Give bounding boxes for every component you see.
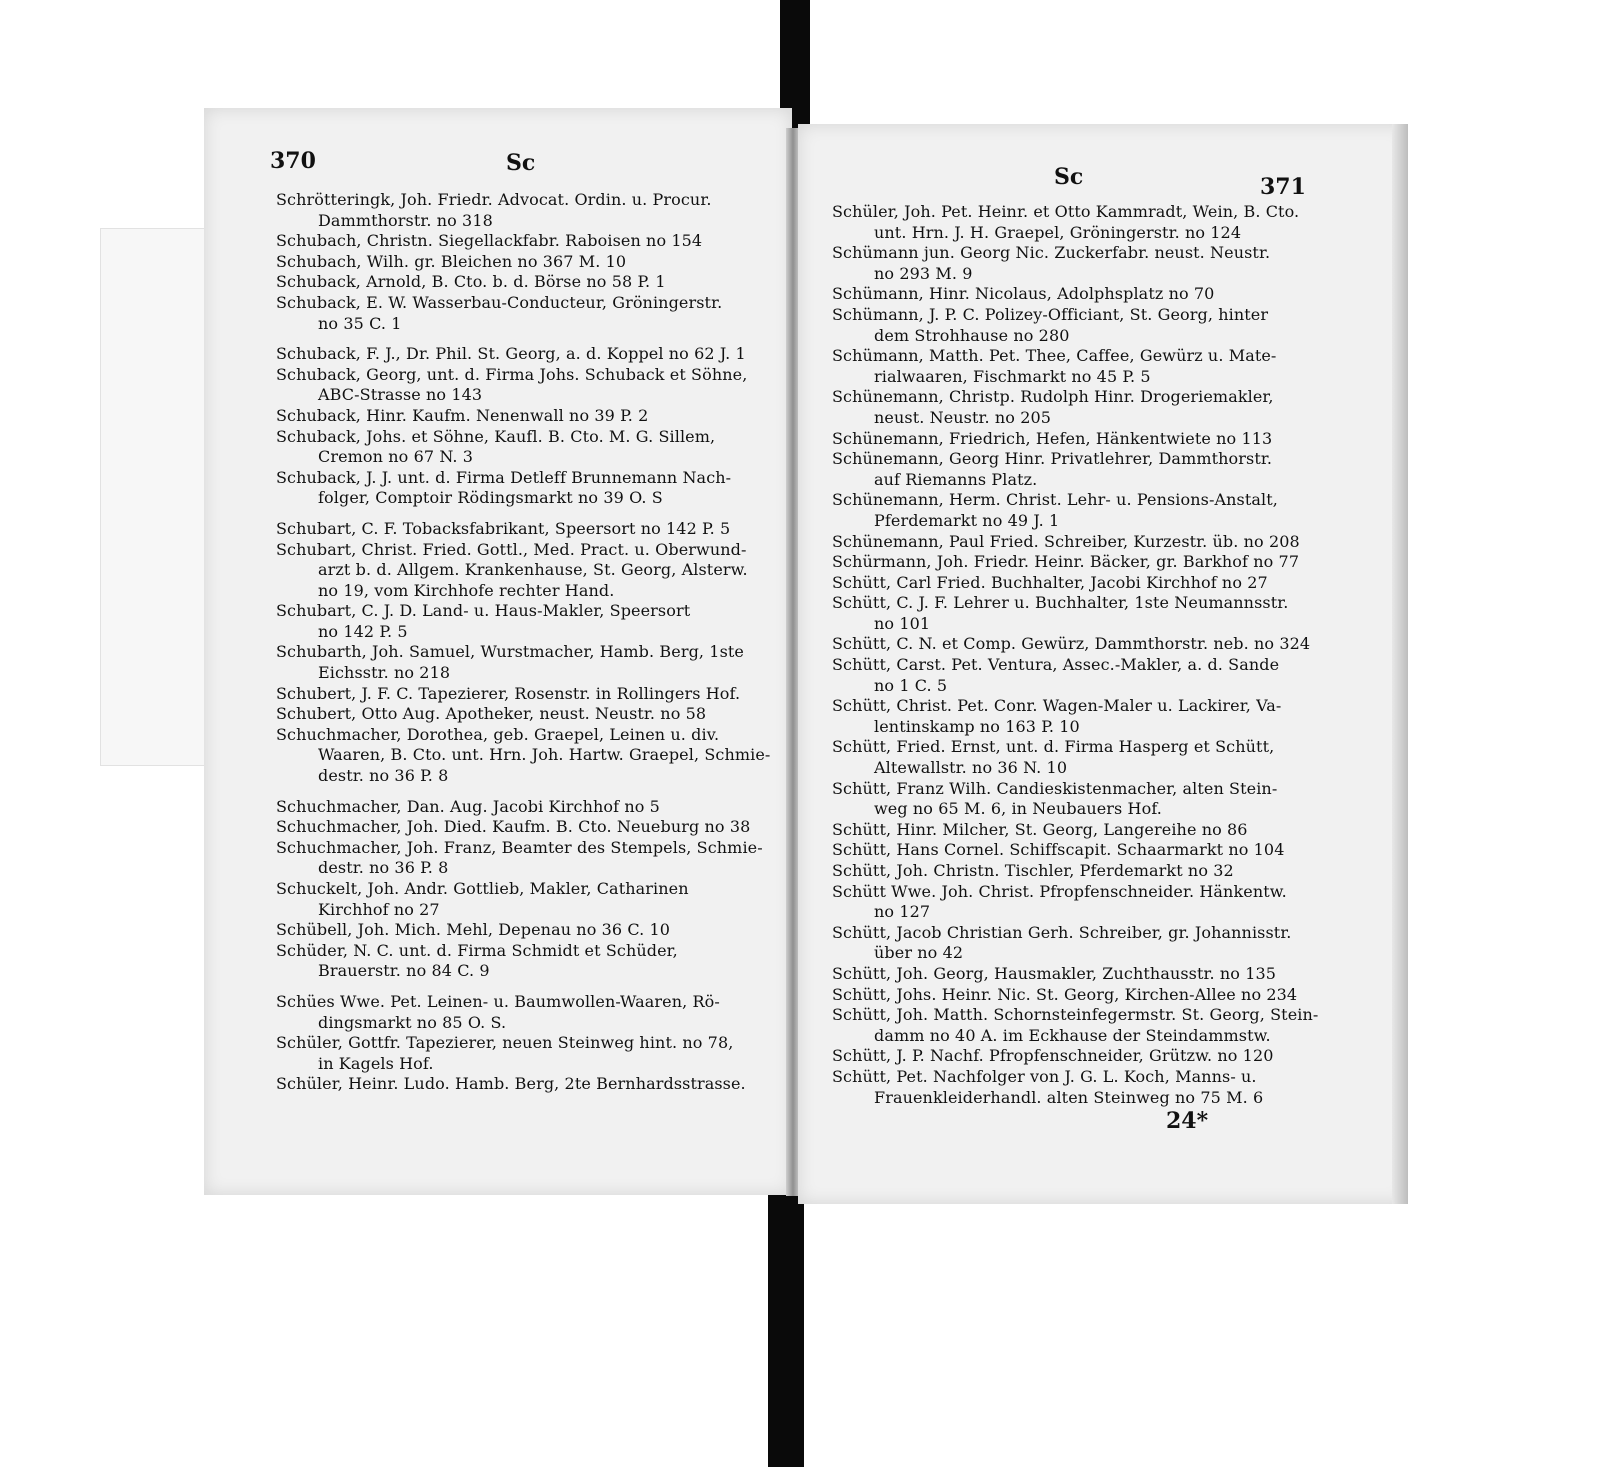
entry-line: Schütt, Franz Wilh. Candieskistenmacher, alten Stein- xyxy=(832,778,1278,798)
entry-continuation-line: rialwaaren, Fischmarkt no 45 P. 5 xyxy=(874,366,1151,386)
directory-entry xyxy=(832,882,1352,923)
entry-line: Schünemann, Christp. Rudolph Hinr. Drogeriemakler, xyxy=(832,387,1274,407)
entry-continuation-line: no 101 xyxy=(874,613,931,633)
entry-continuation-line: no 35 C. 1 xyxy=(318,313,402,333)
directory-entry xyxy=(276,272,776,293)
directory-entry xyxy=(832,552,1352,573)
directory-entry xyxy=(276,252,776,273)
entry-continuation-line: no 142 P. 5 xyxy=(318,621,408,641)
entry-line: Schubarth, Joh. Samuel, Wurstmacher, Hamb. Berg, 1ste xyxy=(276,642,744,662)
entry-line: Schubert, Otto Aug. Apotheker, neust. Neustr. no 58 xyxy=(276,704,707,724)
directory-entry xyxy=(276,293,776,334)
directory-entry xyxy=(276,468,776,509)
directory-entry xyxy=(276,1033,776,1074)
directory-entry xyxy=(276,992,776,1033)
entry-line: Schütt, Joh. Christn. Tischler, Pferdemarkt no 32 xyxy=(832,861,1234,880)
right-page xyxy=(798,124,1408,1204)
entry-line: Schubart, C. F. Tobacksfabrikant, Speersort no 142 P. 5 xyxy=(276,518,731,538)
directory-entry xyxy=(832,1005,1352,1046)
right-entry-list xyxy=(832,202,1352,1108)
entry-line: Schubach, Christn. Siegellackfabr. Raboisen no 154 xyxy=(276,231,703,251)
entry-continuation-line: neust. Neustr. no 205 xyxy=(874,407,1052,427)
entry-continuation-line: Frauenkleiderhandl. alten Steinweg no 75 M. 6 xyxy=(874,1087,1264,1107)
entry-line: Schütt, Hinr. Milcher, St. Georg, Langereihe no 86 xyxy=(832,819,1248,839)
entry-line: Schüder, N. C. unt. d. Firma Schmidt et Schüder, xyxy=(276,940,678,960)
directory-entry xyxy=(276,797,776,818)
directory-entry xyxy=(832,346,1352,387)
entry-line: Schütt, C. J. F. Lehrer u. Buchhalter, 1ste Neumannsstr. xyxy=(832,593,1289,613)
entry-continuation-line: dem Strohhause no 280 xyxy=(874,325,1070,345)
entry-continuation-line: über no 42 xyxy=(874,943,964,963)
left-entry-list xyxy=(276,190,776,1095)
directory-entry xyxy=(276,406,776,427)
entry-continuation-line: weg no 65 M. 6, in Neubauers Hof. xyxy=(874,799,1162,819)
directory-entry xyxy=(832,532,1352,553)
right-page-header: Sc xyxy=(1054,164,1084,190)
entry-continuation-line: no 19, vom Kirchhofe rechter Hand. xyxy=(318,580,615,600)
entry-continuation-line: destr. no 36 P. 8 xyxy=(318,766,449,786)
directory-entry xyxy=(832,305,1352,346)
entry-line: Schubart, Christ. Fried. Gottl., Med. Pract. u. Oberwund- xyxy=(276,539,747,559)
entry-line: Schümann, J. P. C. Polizey-Officiant, St. Georg, hinter xyxy=(832,304,1269,324)
entry-continuation-line: Eichsstr. no 218 xyxy=(318,663,451,683)
signature-mark: 24* xyxy=(1166,1108,1209,1134)
entry-line: Schuback, Georg, unt. d. Firma Johs. Schuback et Söhne, xyxy=(276,364,748,384)
entry-line: Schuback, E. W. Wasserbau-Conducteur, Gröningerstr. xyxy=(276,292,723,312)
entry-line: Schüler, Joh. Pet. Heinr. et Otto Kammradt, Wein, B. Cto. xyxy=(832,202,1300,221)
directory-entry xyxy=(276,879,776,920)
directory-entry xyxy=(832,696,1352,737)
entry-line: Schuckelt, Joh. Andr. Gottlieb, Makler, Catharinen xyxy=(276,879,689,898)
entry-line: Schrötteringk, Joh. Friedr. Advocat. Ordin. u. Procur. xyxy=(276,190,712,209)
entry-line: Schürmann, Joh. Friedr. Heinr. Bäcker, gr. Barkhof no 77 xyxy=(832,552,1300,572)
entry-line: Schütt, Carl Fried. Buchhalter, Jacobi Kirchhof no 27 xyxy=(832,572,1268,592)
directory-entry xyxy=(832,449,1352,490)
left-page xyxy=(204,108,792,1195)
entry-line: Schünemann, Friedrich, Hefen, Hänkentwiete no 113 xyxy=(832,428,1273,448)
entry-line: Schütt, J. P. Nachf. Pfropfenschneider, Grützw. no 120 xyxy=(832,1046,1274,1066)
entry-line: Schuback, Hinr. Kaufm. Nenenwall no 39 P. 2 xyxy=(276,405,649,425)
entry-line: Schütt, Pet. Nachfolger von J. G. L. Koch, Manns- u. xyxy=(832,1066,1257,1086)
entry-continuation-line: no 293 M. 9 xyxy=(874,263,973,283)
directory-entry xyxy=(832,573,1352,594)
entry-continuation-line: lentinskamp no 163 P. 10 xyxy=(874,716,1080,736)
entry-line: Schuback, Arnold, B. Cto. b. d. Börse no 58 P. 1 xyxy=(276,272,666,292)
entry-line: Schünemann, Georg Hinr. Privatlehrer, Dammthorstr. xyxy=(832,449,1273,469)
entry-line: Schümann jun. Georg Nic. Zuckerfabr. neust. Neustr. xyxy=(832,243,1271,263)
directory-entry xyxy=(276,1074,776,1095)
entry-line: Schütt, Joh. Georg, Hausmakler, Zuchthausstr. no 135 xyxy=(832,963,1277,983)
entry-line: Schübell, Joh. Mich. Mehl, Depenau no 36 C. 10 xyxy=(276,920,671,940)
soiled-document-tab xyxy=(100,228,214,766)
directory-entry xyxy=(276,601,776,642)
entry-continuation-line: Cremon no 67 N. 3 xyxy=(318,447,474,467)
directory-entry xyxy=(276,684,776,705)
entry-line: Schuchmacher, Joh. Died. Kaufm. B. Cto. Neueburg no 38 xyxy=(276,817,751,837)
directory-entry xyxy=(276,231,776,252)
directory-entry xyxy=(832,737,1352,778)
left-page-header: Sc xyxy=(506,150,536,176)
entry-line: Schütt, Hans Cornel. Schiffscapit. Schaarmarkt no 104 xyxy=(832,840,1285,860)
entry-line: Schuback, Johs. et Söhne, Kaufl. B. Cto. M. G. Sillem, xyxy=(276,426,716,446)
directory-entry xyxy=(832,490,1352,531)
directory-entry xyxy=(832,779,1352,820)
entry-line: Schubert, J. F. C. Tapezierer, Rosenstr. in Rollingers Hof. xyxy=(276,683,741,703)
entry-continuation-line: Brauerstr. no 84 C. 9 xyxy=(318,961,490,981)
entry-line: Schuchmacher, Joh. Franz, Beamter des Stempels, Schmie- xyxy=(276,837,763,857)
entry-line: Schuback, J. J. unt. d. Firma Detleff Brunnemann Nach- xyxy=(276,467,732,487)
entry-line: Schütt, Fried. Ernst, unt. d. Firma Hasperg et Schütt, xyxy=(832,737,1275,757)
directory-entry xyxy=(832,840,1352,861)
entry-continuation-line: damm no 40 A. im Eckhause der Steindammstw. xyxy=(874,1025,1271,1045)
directory-entry xyxy=(832,655,1352,696)
entry-continuation-line: unt. Hrn. J. H. Graepel, Gröningerstr. no 124 xyxy=(874,222,1242,242)
entry-line: Schües Wwe. Pet. Leinen- u. Baumwollen-Waaren, Rö- xyxy=(276,991,720,1011)
directory-entry xyxy=(276,920,776,941)
entry-continuation-line: dingsmarkt no 85 O. S. xyxy=(318,1012,507,1032)
entry-continuation-line: Pferdemarkt no 49 J. 1 xyxy=(874,510,1060,530)
entry-continuation-line: no 1 C. 5 xyxy=(874,675,948,695)
entry-line: Schütt, Jacob Christian Gerh. Schreiber, gr. Johannisstr. xyxy=(832,922,1292,942)
directory-entry xyxy=(832,964,1352,985)
directory-entry xyxy=(832,284,1352,305)
right-page-number: 371 xyxy=(1260,174,1306,200)
directory-entry xyxy=(276,817,776,838)
entry-line: Schütt, Christ. Pet. Conr. Wagen-Maler u. Lackirer, Va- xyxy=(832,696,1282,716)
directory-entry xyxy=(832,1067,1352,1108)
entry-continuation-line: auf Riemanns Platz. xyxy=(874,469,1038,489)
entry-line: Schuchmacher, Dorothea, geb. Graepel, Leinen u. div. xyxy=(276,724,720,744)
directory-entry xyxy=(276,838,776,879)
entry-continuation-line: Kirchhof no 27 xyxy=(318,899,440,919)
entry-continuation-line: Altewallstr. no 36 N. 10 xyxy=(874,758,1068,778)
entry-line: Schubart, C. J. D. Land- u. Haus-Makler, Speersort xyxy=(276,601,691,621)
entry-line: Schünemann, Paul Fried. Schreiber, Kurzestr. üb. no 208 xyxy=(832,531,1300,551)
entry-continuation-line: folger, Comptoir Rödingsmarkt no 39 O. S xyxy=(318,488,663,508)
directory-entry xyxy=(832,923,1352,964)
directory-entry xyxy=(832,985,1352,1006)
microfilm-bar-bottom xyxy=(768,1195,804,1467)
entry-continuation-line: no 127 xyxy=(874,902,931,922)
directory-entry xyxy=(832,429,1352,450)
entry-continuation-line: Dammthorstr. no 318 xyxy=(318,210,493,230)
entry-continuation-line: in Kagels Hof. xyxy=(318,1053,434,1073)
directory-entry xyxy=(276,725,776,787)
directory-entry xyxy=(276,365,776,406)
directory-entry xyxy=(276,540,776,602)
entry-line: Schütt, Carst. Pet. Ventura, Assec.-Makler, a. d. Sande xyxy=(832,655,1280,675)
entry-line: Schünemann, Herm. Christ. Lehr- u. Pensions-Anstalt, xyxy=(832,490,1278,510)
directory-entry xyxy=(832,202,1352,243)
directory-entry xyxy=(832,387,1352,428)
entry-continuation-line: Waaren, B. Cto. unt. Hrn. Joh. Hartw. Graepel, Schmie- xyxy=(318,745,771,765)
directory-entry xyxy=(832,593,1352,634)
entry-continuation-line: arzt b. d. Allgem. Krankenhause, St. Georg, Alsterw. xyxy=(318,560,748,580)
entry-line: Schütt, Joh. Matth. Schornsteinfegermstr. St. Georg, Stein- xyxy=(832,1005,1319,1025)
entry-line: Schütt, Johs. Heinr. Nic. St. Georg, Kirchen-Allee no 234 xyxy=(832,984,1298,1004)
entry-line: Schütt Wwe. Joh. Christ. Pfropfenschneider. Hänkentw. xyxy=(832,881,1287,901)
entry-line: Schümann, Matth. Pet. Thee, Caffee, Gewürz u. Mate- xyxy=(832,346,1277,366)
directory-entry xyxy=(276,642,776,683)
directory-entry xyxy=(832,634,1352,655)
directory-entry xyxy=(276,519,776,540)
entry-line: Schüler, Gottfr. Tapezierer, neuen Steinweg hint. no 78, xyxy=(276,1033,734,1053)
entry-continuation-line: destr. no 36 P. 8 xyxy=(318,858,449,878)
directory-entry xyxy=(832,861,1352,882)
entry-line: Schüler, Heinr. Ludo. Hamb. Berg, 2te Bernhardsstrasse. xyxy=(276,1074,746,1094)
left-page-number: 370 xyxy=(270,148,316,174)
directory-entry xyxy=(276,427,776,468)
directory-entry xyxy=(276,344,776,365)
entry-line: Schuchmacher, Dan. Aug. Jacobi Kirchhof no 5 xyxy=(276,796,660,816)
entry-line: Schümann, Hinr. Nicolaus, Adolphsplatz no 70 xyxy=(832,284,1215,304)
directory-entry xyxy=(832,243,1352,284)
entry-line: Schubach, Wilh. gr. Bleichen no 367 M. 10 xyxy=(276,251,627,271)
directory-entry xyxy=(832,1046,1352,1067)
directory-entry xyxy=(276,941,776,982)
directory-entry xyxy=(276,704,776,725)
entry-continuation-line: ABC-Strasse no 143 xyxy=(318,385,483,405)
entry-line: Schütt, C. N. et Comp. Gewürz, Dammthorstr. neb. no 324 xyxy=(832,634,1311,654)
directory-entry xyxy=(832,820,1352,841)
entry-line: Schuback, F. J., Dr. Phil. St. Georg, a. d. Koppel no 62 J. 1 xyxy=(276,344,746,364)
directory-entry xyxy=(276,190,776,231)
